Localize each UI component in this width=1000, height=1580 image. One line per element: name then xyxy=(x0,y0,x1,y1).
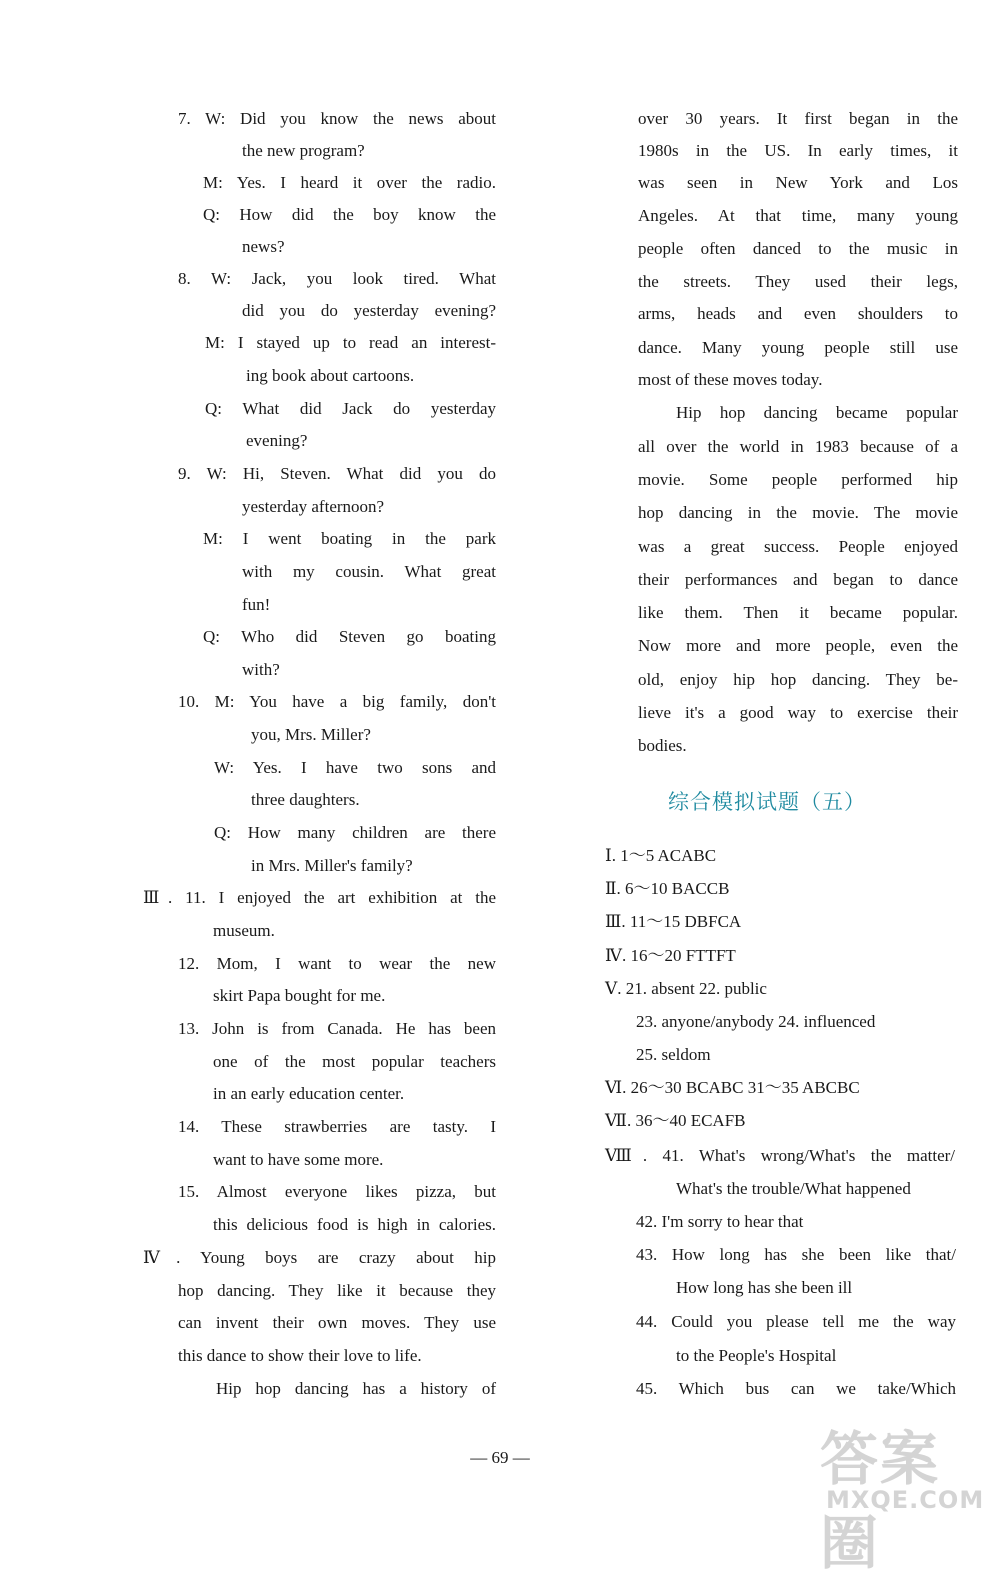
text-line-right: 23. anyone/anybody 24. influenced xyxy=(636,1012,876,1031)
text-line-right: 45. Which bus can we take/Which xyxy=(636,1379,956,1398)
text-line-left: ing book about cartoons. xyxy=(246,366,415,385)
text-line-left: can invent their own moves. They use xyxy=(178,1313,496,1332)
text-line-right: was a great success. People enjoyed xyxy=(638,537,958,556)
text-line-right: What's the trouble/What happened xyxy=(676,1179,911,1198)
text-line-right: people often danced to the music in xyxy=(638,239,958,258)
text-line-right: 25. seldom xyxy=(636,1045,711,1064)
text-line-right: to the People's Hospital xyxy=(676,1346,837,1365)
section-heading: 综合模拟试题（五） xyxy=(668,790,866,814)
text-line-left: this delicious food is high in calories. xyxy=(213,1215,496,1234)
text-line-right: Ⅲ. 11～15 DBFCA xyxy=(605,912,742,931)
text-line-left: evening? xyxy=(246,431,308,450)
page-number: — 69 — xyxy=(470,1448,530,1467)
text-line-right: 44. Could you please tell me the way xyxy=(636,1312,956,1331)
text-line-left: hop dancing. They like it because they xyxy=(178,1281,496,1300)
text-line-left: 12. Mom, I want to wear the new xyxy=(178,954,496,973)
text-line-left: 8. W: Jack, you look tired. What xyxy=(178,269,496,288)
text-line-right: all over the world in 1983 because of a xyxy=(638,437,958,456)
text-line-left: skirt Papa bought for me. xyxy=(213,986,386,1005)
text-line-left: in an early education center. xyxy=(213,1084,405,1103)
text-line-left: Ⅳ. Young boys are crazy about hip xyxy=(143,1248,496,1267)
text-line-right: How long has she been ill xyxy=(676,1278,853,1297)
text-line-right: bodies. xyxy=(638,736,687,755)
text-line-right: old, enjoy hip hop dancing. They be- xyxy=(638,670,958,689)
text-line-left: the new program? xyxy=(242,141,365,160)
text-line-left: did you do yesterday evening? xyxy=(242,301,496,320)
text-line-right: 1980s in the US. In early times, it xyxy=(638,141,958,160)
text-line-left: Hip hop dancing has a history of xyxy=(216,1379,496,1398)
text-line-right: Ⅷ. 41. What's wrong/What's the matter/ xyxy=(605,1146,955,1165)
text-line-left: you, Mrs. Miller? xyxy=(251,725,371,744)
watermark-url: MXQE.COM xyxy=(826,1486,985,1514)
text-line-right: like them. Then it became popular. xyxy=(638,603,958,622)
text-line-left: 9. W: Hi, Steven. What did you do xyxy=(178,464,496,483)
text-line-left: want to have some more. xyxy=(213,1150,384,1169)
text-line-left: this dance to show their love to life. xyxy=(178,1346,422,1365)
text-line-left: 13. John is from Canada. He has been xyxy=(178,1019,496,1038)
text-line-right: Hip hop dancing became popular xyxy=(676,403,958,422)
text-line-right: over 30 years. It first began in the xyxy=(638,109,958,128)
text-line-right: Ⅵ. 26～30 BCABC 31～35 ABCBC xyxy=(605,1078,860,1097)
text-line-right: hop dancing in the movie. The movie xyxy=(638,503,958,522)
text-line-right: Ⅱ. 6～10 BACCB xyxy=(605,879,730,898)
text-line-right: Ⅳ. 16～20 FTTFT xyxy=(605,946,736,965)
text-line-left: news? xyxy=(242,237,285,256)
text-line-left: 14. These strawberries are tasty. I xyxy=(178,1117,496,1136)
text-line-right: movie. Some people performed hip xyxy=(638,470,958,489)
text-line-left: Ⅲ. 11. I enjoyed the art exhibition at the xyxy=(143,888,496,907)
text-line-left: Q: Who did Steven go boating xyxy=(203,627,496,646)
text-line-right: their performances and began to dance xyxy=(638,570,958,589)
text-line-right: Ⅰ. 1～5 ACABC xyxy=(605,846,717,865)
text-line-right: most of these moves today. xyxy=(638,370,823,389)
text-line-right: Ⅴ. 21. absent 22. public xyxy=(605,979,767,998)
text-line-left: fun! xyxy=(242,595,271,614)
text-line-right: dance. Many young people still use xyxy=(638,338,958,357)
text-line-left: museum. xyxy=(213,921,275,940)
text-line-right: the streets. They used their legs, xyxy=(638,272,958,291)
text-line-left: in Mrs. Miller's family? xyxy=(251,856,413,875)
text-line-right: was seen in New York and Los xyxy=(638,173,958,192)
text-line-right: Ⅶ. 36～40 ECAFB xyxy=(605,1111,746,1130)
text-line-left: with? xyxy=(242,660,280,679)
text-line-left: 7. W: Did you know the news about xyxy=(178,109,496,128)
text-line-left: W: Yes. I have two sons and xyxy=(214,758,496,777)
text-line-left: with my cousin. What great xyxy=(242,562,496,581)
text-line-left: 15. Almost everyone likes pizza, but xyxy=(178,1182,496,1201)
watermark-mark: 答案圈 xyxy=(820,1425,941,1577)
text-line-left: 10. M: You have a big family, don't xyxy=(178,692,496,711)
text-line-left: M: Yes. I heard it over the radio. xyxy=(203,173,496,192)
watermark-logo xyxy=(820,1412,990,1577)
text-line-right: 43. How long has she been like that/ xyxy=(636,1245,956,1264)
text-line-left: M: I went boating in the park xyxy=(203,529,496,548)
text-line-left: three daughters. xyxy=(251,790,360,809)
text-line-left: M: I stayed up to read an interest- xyxy=(205,333,496,352)
text-line-right: Angeles. At that time, many young xyxy=(638,206,958,225)
text-line-left: yesterday afternoon? xyxy=(242,497,385,516)
text-line-right: arms, heads and even shoulders to xyxy=(638,304,958,323)
text-line-right: lieve it's a good way to exercise their xyxy=(638,703,958,722)
text-line-right: Now more and more people, even the xyxy=(638,636,958,655)
text-line-left: Q: How did the boy know the xyxy=(203,205,496,224)
text-line-left: Q: How many children are there xyxy=(214,823,496,842)
text-line-left: Q: What did Jack do yesterday xyxy=(205,399,496,418)
text-line-right: 42. I'm sorry to hear that xyxy=(636,1212,804,1231)
text-line-left: one of the most popular teachers xyxy=(213,1052,496,1071)
